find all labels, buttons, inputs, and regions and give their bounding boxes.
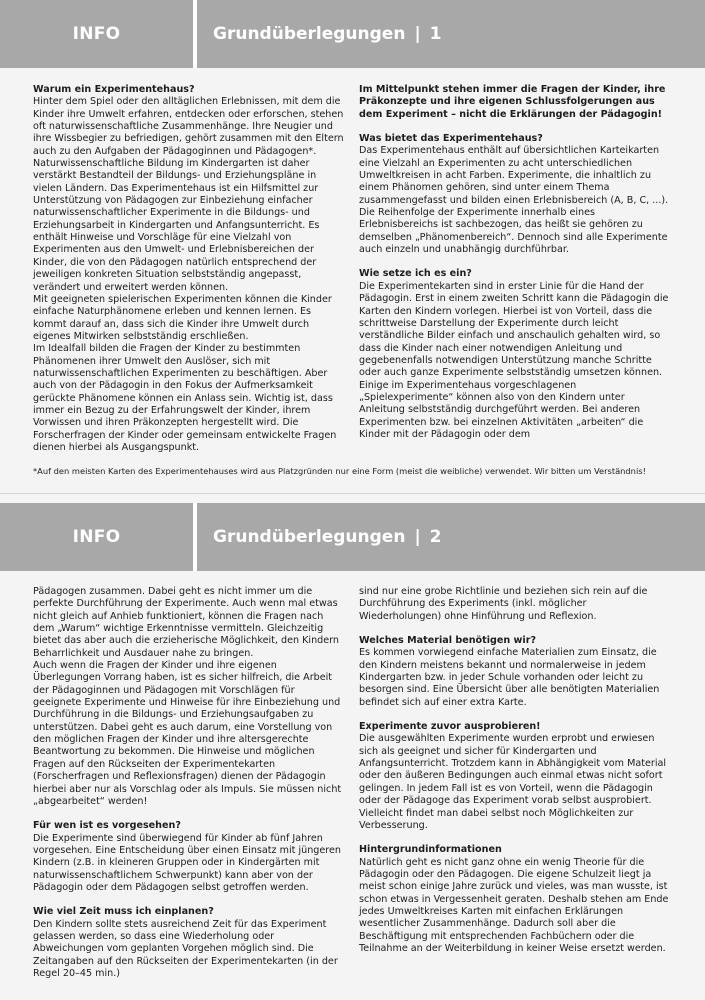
title-text: Grundüberlegungen (213, 527, 406, 547)
page1-right-column (359, 84, 671, 441)
section-heading: Warum ein Experimentehaus? (33, 84, 195, 95)
header-band-page1 (0, 0, 705, 68)
page-title (197, 503, 705, 571)
page2-right-column (359, 586, 671, 955)
paragraph: Natürlich geht es nicht ganz ohne ein wenig Theorie für die Pädagogin oder den Pädagogen. Die eigene Schulzeit liegt ja meist schon einige Jahre zurück und vieles, was man wusste, ist schon etwas in Vergessenheit geraten. Deshalb stehen am Ende jedes Umweltkreises Karten mit einfachen Erklärungen wesentlicher Zusammenhänge. Dadurch soll aber die Beschäftigung mit entsprechenden Fachbüchern oder die Teilnahme an der Weiterbildung in keiner Weise ersetzt werden. (359, 856, 669, 954)
paragraph: Den Kindern sollte stets ausreichend Zeit für das Experiment gelassen werden, so dass eine Wiederholung oder Abweichungen vom geplanten Vorgehen möglich sind. Die Zeitangaben auf den Rückseiten der Experimentekarten (in der Regel 20–45 min.) (33, 918, 338, 979)
section-heading: Wie setze ich es ein? (359, 268, 472, 280)
lead-statement: Im Mittelpunkt stehen immer die Fragen der Kinder, ihre Präkonzepte und ihre eigenen Schlussfolgerungen aus dem Experiment – nicht die Erklärungen der Pädagogin! (359, 84, 666, 120)
paragraph: Die ausgewählten Experimente wurden erprobt und erwiesen sich als geeignet und sicher für Kindergarten und Anfangsunterricht. Trotzdem kann in Abhängigkeit vom Material oder den äußeren Bedingungen auch einmal etwas nicht sofort gelingen. In jedem Fall ist es von Vorteil, wenn die Pädagogin oder der Pädagoge das Experiment vorab selbst ausprobiert. Vielleicht findet man dabei selbst noch Möglichkeiten zur Verbesserung. (359, 733, 667, 831)
paragraph: Mit geeigneten spielerischen Experimenten können die Kinder einfache Naturphänomene erleben und kennen lernen. Es kommt darauf an, dass sich die Kinder ihre Umwelt durch eigenes Mitwirken selbstständig erschließen. (33, 293, 332, 342)
paragraph: Im Idealfall bilden die Fragen der Kinder zu bestimmten Phänomenen ihrer Umwelt den Auslöser, sich mit naturwissenschaftlichen Experimenten zu beschäftigen. Aber auch von der Pädagogin in den Fokus der Aufmerksamkeit gerückte Phänomene können ein Anlass sein. Wichtig ist, dass immer ein Bezug zu der Erfahrungswelt der Kinder, ihrem Vorwissen und ihren Präkonzepten hergestellt wird. Die Forscherfragen der Kinder oder gemeinsam entwickelte Fragen dienen hierbei als Ausgangspunkt. (33, 343, 337, 453)
paragraph: Die Experimentekarten sind in erster Linie für die Hand der Pädagogin. Erst in einem zweiten Schritt kann die Pädagogin die Karten den Kindern vorlegen. Hierbei ist von Vorteil, dass die schrittweise Darstellung der Experimente durch leicht verständliche Bilder einfach und anschaulich gehalten wird, so dass die Kinder nach einer notwendigen Anleitung und gegebenenfalls notwendigen Unterstützung manche Schritte oder auch ganze Experimente selbstständig umsetzen können. (359, 280, 669, 379)
paragraph: sind nur eine grobe Richtlinie und beziehen sich rein auf die Durchführung des Experiments (inkl. möglicher Wiederholungen) ohne Hinführung und Reflexion. (359, 586, 648, 622)
info-tab-label: INFO (0, 0, 193, 68)
page-number: 2 (429, 527, 442, 547)
title-text: Grundüberlegungen (213, 24, 406, 44)
paragraph: Es kommen vorwiegend einfache Materialien zum Einsatz, die den Kindern meistens bekannt und normalerweise in jedem Kindergarten bzw. in jeder Schule vorhanden oder leicht zu besorgen sind. Eine Übersicht über alle benötigten Materialien befindet sich auf einer extra Karte. (359, 647, 660, 708)
header-band-page2 (0, 503, 705, 571)
page-divider (0, 493, 705, 494)
page2-left-column (33, 586, 345, 980)
footnote: *Auf den meisten Karten des Experimentehauses wird aus Platzgründen nur eine Form (meist die weibliche) verwendet. Wir bitten um Verständnis! (33, 466, 646, 476)
section-heading: Experimente zuvor ausprobieren! (359, 721, 541, 733)
title-separator: | (414, 24, 421, 44)
section-heading: Für wen ist es vorgesehen? (33, 820, 181, 832)
section-heading: Was bietet das Experimentehaus? (359, 133, 543, 145)
paragraph: Auch wenn die Fragen der Kinder und ihre eigenen Überlegungen Vorrang haben, ist es sicher hilfreich, die Arbeit der Pädagoginnen und Pädagogen mit Vorschlägen für geeignete Experimente und Hinweise für ihre Einbeziehung und Durchführung in die Bildungs- und Erziehungsaufgaben zu unterstützen. Dabei geht es auch darum, eine Vorstellung von den möglichen Fragen der Kinder und ihre altersgerechte Beantwortung zu bekommen. Die Hinweise und möglichen Fragen auf den Rückseiten der Experimentekarten (Forscherfragen und Reflexionsfragen) dienen der Pädagogin hierbei aber nur als Vorschlag oder als Impuls. Sie müssen nicht „abgearbeitet“ werden! (33, 660, 342, 807)
section-heading: Wie viel Zeit muss ich einplanen? (33, 906, 214, 918)
paragraph: Das Experimentehaus enthält auf übersichtlichen Karteikarten eine Vielzahl an Experimenten zu acht unterschiedlichen Umweltkreisen in acht Farben. Experimente, die inhaltlich zu einem Phänomen gehören, sind unter einem Thema zusammengefasst und bilden einen Erlebnisbereich (A, B, C, ...). Die Reihenfolge der Experimente innerhalb eines Erlebnisbereichs ist sachbezogen, das heißt sie gehören zu demselben „Phänomenbereich“. Dennoch sind alle Experimente auch einzeln und unabhängig durchführbar. (359, 145, 669, 256)
paragraph: Pädagogen zusammen. Dabei geht es nicht immer um die perfekte Durchführung der Experimente. Auch wenn mal etwas nicht gleich auf Anhieb funktioniert, können die Fragen nach dem „Warum“ wichtige Erkenntnisse vermitteln. Gleichzeitig bietet das aber auch die erzieherische Möglichkeit, den Kindern Beharrlichkeit und Ausdauer nahe zu bringen. (33, 586, 340, 659)
paragraph: Hinter dem Spiel oder den alltäglichen Erlebnissen, mit dem die Kinder ihre Umwelt erfahren, entdecken oder erforschen, stehen oft naturwissenschaftliche Zusammenhänge. Ihre Neugier und ihre Wissbegier zu befriedigen, gehört zusammen mit den Eltern auch zu den Aufgaben der Pädagoginnen und Pädagogen*. Naturwissenschaftliche Bildung im Kindergarten ist daher verstärkt Bestandteil der Bildungs- und Erziehungspläne in vielen Ländern. Das Experimentehaus ist ein Hilfsmittel zur Unterstützung von Pädagogen zur Einbeziehung einfacher naturwissenschaftlicher Experimente in die Bildungs- und Erziehungsarbeit in Kindergarten und Anfangsunterricht. Es enthält Hinweise und Vorschläge für eine Vielzahl von Experimenten aus den Umwelt- und Erlebnisbereichen der Kinder, die von den Pädagogen natürlich entsprechend der jeweiligen konkreten Situation selbstständig angepasst, verändert und erweitert werden können. (33, 96, 344, 293)
paragraph: Einige im Experimentehaus vorgeschlagenen „Spielexperimente“ können also von den Kindern unter Anleitung selbstständig durchgeführt werden. Bei anderen Experimenten bzw. bei einzelnen Aktivitäten „arbeiten“ die Kinder mit der Pädagogin oder dem (359, 379, 644, 440)
page-number: 1 (429, 24, 442, 44)
section-heading: Hintergrundinformationen (359, 844, 502, 856)
title-separator: | (414, 527, 421, 547)
page-title (197, 0, 705, 68)
info-tab-label: INFO (0, 503, 193, 571)
page1-left-column (33, 84, 345, 454)
section-heading: Welches Material benötigen wir? (359, 635, 537, 647)
paragraph: Die Experimente sind überwiegend für Kinder ab fünf Jahren vorgesehen. Eine Entscheidung über einen Einsatz mit jüngeren Kindern (z.B. in kleineren Gruppen oder in Kindergärten mit naturwissenschaftlichem Schwerpunkt) kann aber von der Pädagogin oder dem Pädagogen selbst getroffen werden. (33, 832, 341, 893)
